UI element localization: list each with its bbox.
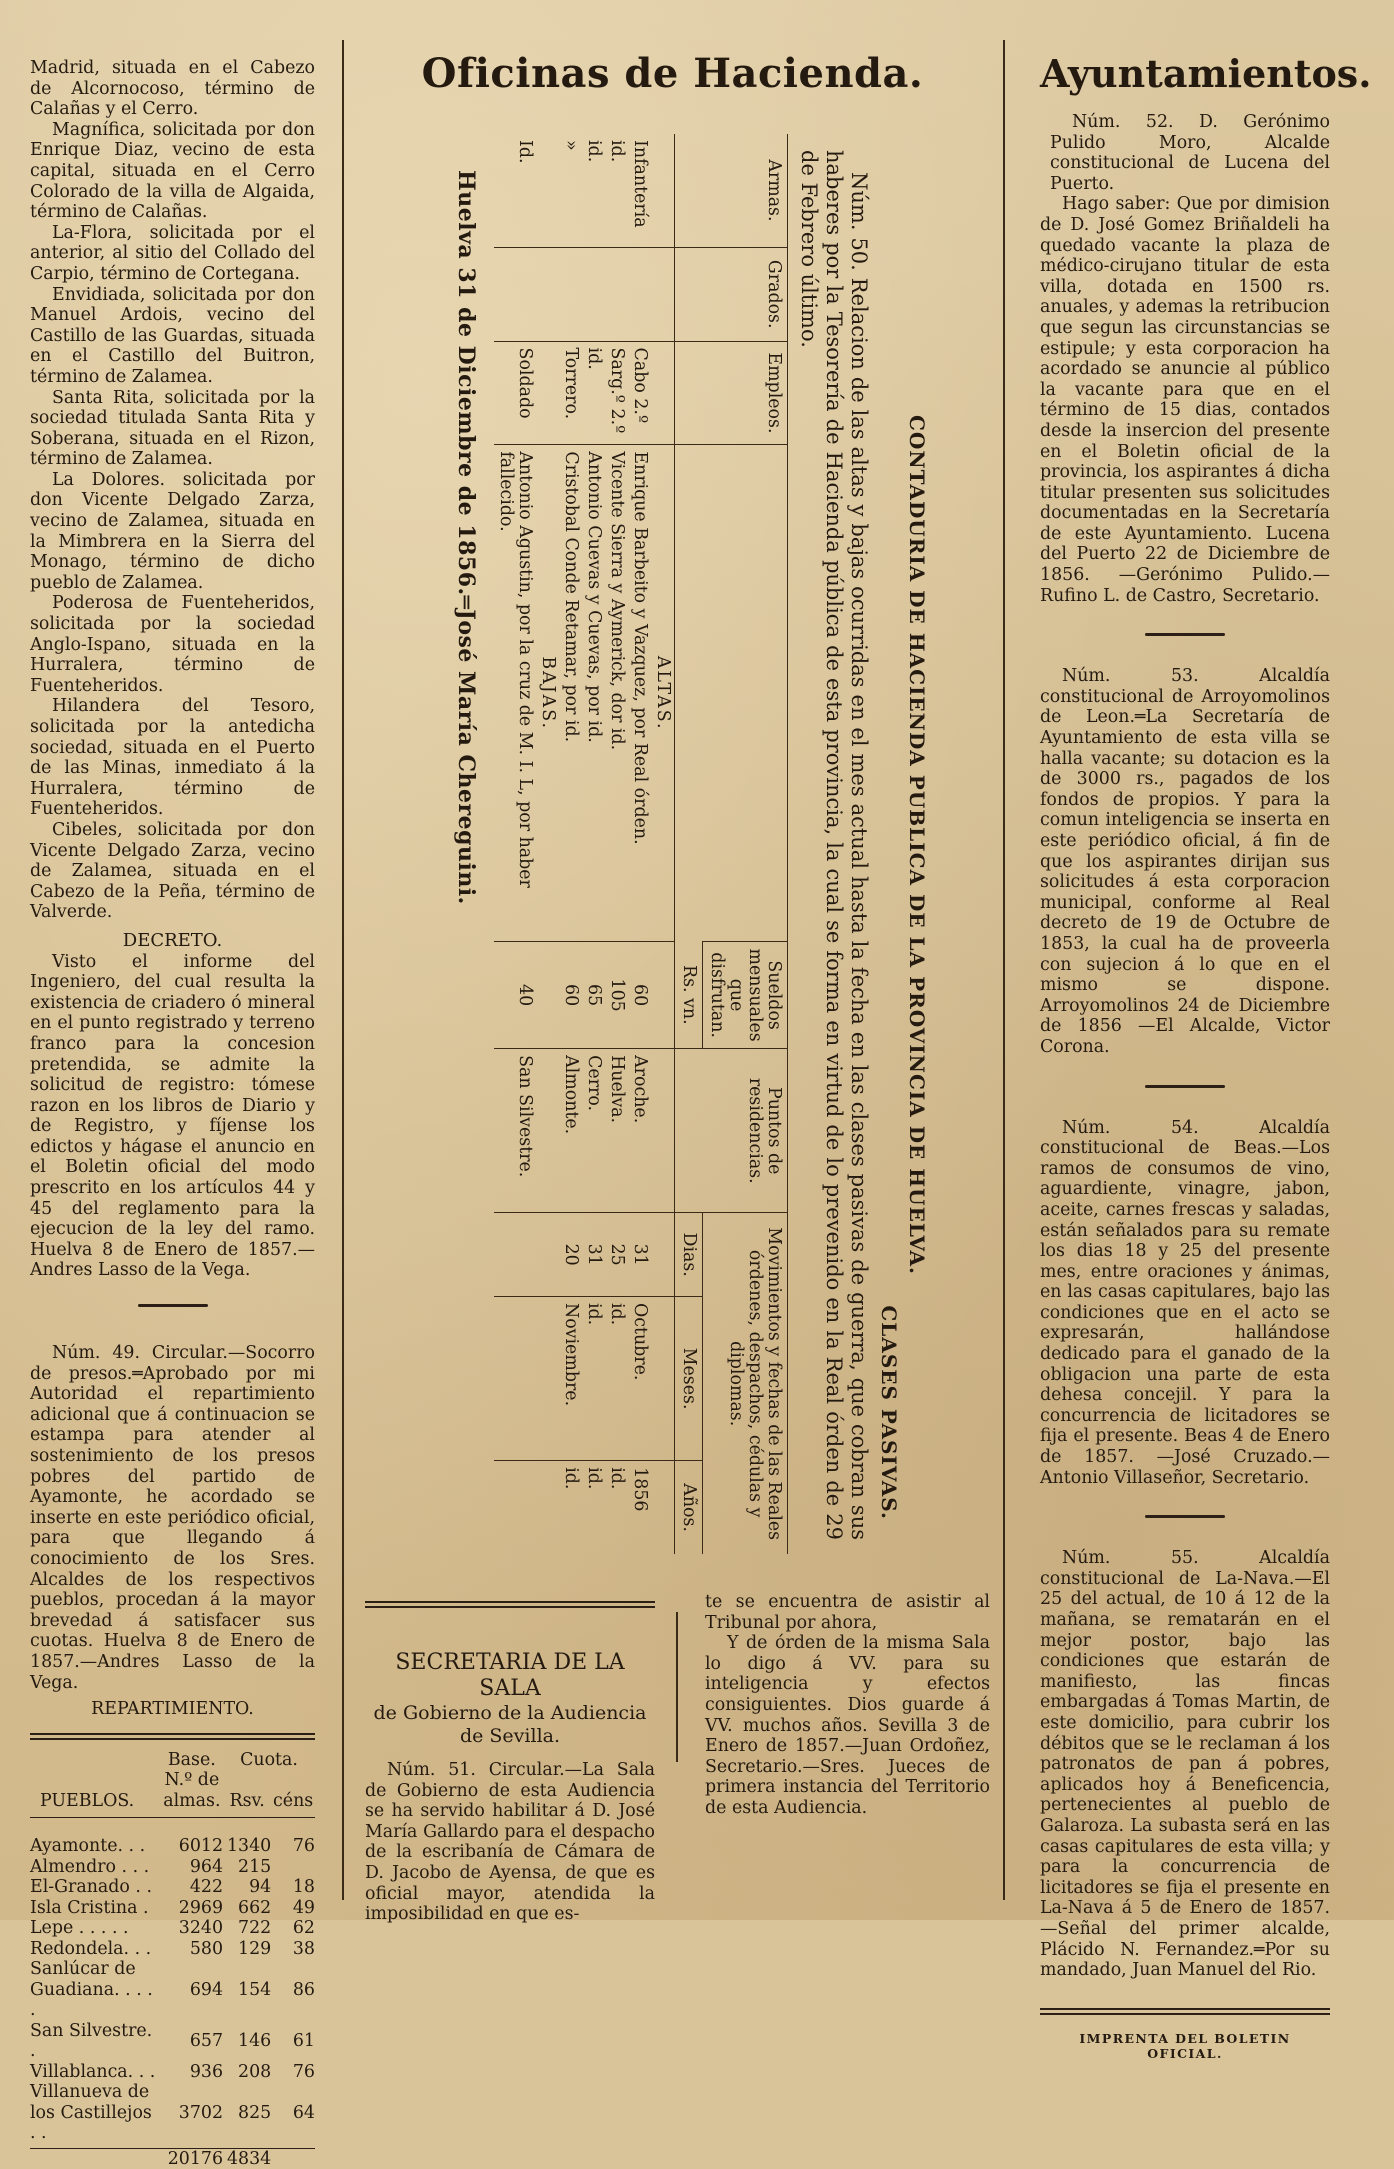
cell-punto: San Silvestre. bbox=[494, 1049, 536, 1213]
cell-ano: id. bbox=[582, 1461, 605, 1554]
secretaria-block bbox=[365, 1650, 655, 1925]
decreto-text: Visto el informe del Ingeniero, del cual resulta la existencia de criadero ó mineral en el punto registrado y terreno franco para la concesion pretendida, se admite la solicitud de registro: tómese razon en los libros de Diario y de Registro, y fíjense los edictos y hágase el anuncio en el Boletin oficial del modo prescrito en los artículos 44 y 45 del reglamento para la ejecucion de la ley del ramo. Huelva 8 de Enero de 1857.—Andres Lasso de la Vega. bbox=[30, 951, 315, 1281]
mine-entry: Cibeles, solicitada por don Vicente Delgado Zarza, vecino de Zalamea, situada en el Cabezo de la Peña, término de Valverde. bbox=[30, 819, 315, 923]
mine-entry: Madrid, situada en el Cabezo de Alcornocoso, término de Calañas y el Cerro. bbox=[30, 58, 315, 120]
middle-column bbox=[360, 50, 985, 98]
mine-entry: Santa Rita, solicitada por la sociedad titulada Santa Rita y Soberana, situada en el Rizon, término de Zalamea. bbox=[30, 387, 315, 470]
right-column bbox=[1040, 50, 1372, 2061]
th-armas: Armas. bbox=[675, 134, 788, 247]
cell-rs: 825 bbox=[238, 2102, 272, 2123]
cell-dia: 31 bbox=[628, 1213, 651, 1297]
table-row bbox=[30, 1857, 315, 1878]
cell-cs: 76 bbox=[292, 2061, 315, 2082]
secretaria-continued bbox=[705, 1592, 990, 1819]
th-puntos: Puntos de residencias. bbox=[675, 1049, 788, 1213]
cell-mes: Noviembre. bbox=[559, 1296, 582, 1460]
th-sueldos: Sueldos mensuales que disfrutan. bbox=[703, 942, 788, 1049]
cell-empleo: Cabo 2.º bbox=[628, 341, 651, 445]
cell-cs: 62 bbox=[292, 1918, 315, 1939]
bajas-label: BAJAS. bbox=[536, 445, 559, 942]
cell-mes bbox=[494, 1296, 536, 1460]
cell-rs: 146 bbox=[238, 2030, 272, 2051]
cell-sueldo: 65 bbox=[582, 942, 605, 1049]
cell-pueblo: Redondela. . . bbox=[30, 1938, 152, 1959]
cell-almas: 657 bbox=[189, 2030, 224, 2051]
cell-grado bbox=[605, 247, 628, 341]
cell-rs: 129 bbox=[238, 1938, 272, 1959]
contaduria-heading: CONTADURIA DE HACIENDA PUBLICA DE LA PROVINCIA DE HUELVA. bbox=[905, 415, 929, 1275]
notice-55: Núm. 55. Alcaldía constitucional de La-Nava.—El 25 del actual, de 10 á 12 de la mañana, se rematarán en el mejor postor, bajo las condiciones que estarán de manifiesto, las fincas embargadas á Tomas Martin, de este domicilio, para cubrir los débitos que se le reclaman á los patronatos de pan á pobres, aplicados hoy á Beneficencia, pertenecientes al pueblo de Galaroza. La subasta será en las casas capitulares de esta villa; y para la concurrencia de licitadores se fija el presente en La-Nava á 5 de Enero de 1857.—Señal del primer alcalde, Plácido N. Fernandez.═Por su mandado, Juan Manuel del Rio. bbox=[1040, 1548, 1330, 1981]
cell-pueblo: Sanlúcar de Guadiana. . . . . bbox=[30, 1959, 153, 2021]
total-rs: 4834 bbox=[226, 2148, 272, 2169]
col-almas-2: almas. bbox=[163, 1790, 221, 1811]
cell-sueldo: 60 bbox=[559, 942, 582, 1049]
ornament-divider bbox=[1145, 1510, 1225, 1524]
cell-nombre: Vicente Sierra y Aymerick, dor id. bbox=[605, 445, 628, 942]
middle-title: Oficinas de Hacienda. bbox=[421, 50, 924, 97]
cell-grado bbox=[559, 247, 582, 341]
right-title: Ayuntamientos. bbox=[1040, 51, 1372, 96]
cell-dia: 25 bbox=[605, 1213, 628, 1297]
cell-empleo: id. bbox=[582, 341, 605, 445]
col-rsv: Rsv. bbox=[229, 1790, 265, 1811]
cell-almas: 3240 bbox=[178, 1918, 224, 1939]
cell-empleo: Torrero. bbox=[559, 341, 582, 445]
decreto-title: DECRETO. bbox=[122, 929, 223, 951]
cell-punto: Cerro. bbox=[582, 1049, 605, 1213]
cell-cs: 86 bbox=[292, 1979, 315, 2000]
cell-punto: Huelva. bbox=[605, 1049, 628, 1213]
notice-51-cont: te se encuentra de asistir al Tribunal por ahora, bbox=[705, 1592, 990, 1633]
table-row bbox=[30, 1959, 315, 2021]
table-row bbox=[628, 134, 651, 1554]
cell-punto: Aroche. bbox=[628, 1049, 651, 1213]
total-almas: 20176 bbox=[167, 2148, 224, 2169]
cell-grado bbox=[582, 247, 605, 341]
cell-ano bbox=[494, 1461, 536, 1554]
cell-ano: id. bbox=[559, 1461, 582, 1554]
cell-almas: 6012 bbox=[178, 1836, 224, 1857]
repartimiento-title: REPARTIMIENTO. bbox=[91, 1699, 254, 1720]
cell-pueblo: Ayamonte. . . bbox=[30, 1836, 146, 1857]
imprenta-line: IMPRENTA DEL BOLETIN OFICIAL. bbox=[1079, 2030, 1291, 2061]
cell-pueblo: Almendro . . . bbox=[30, 1856, 150, 1877]
cell-sueldo: 105 bbox=[605, 942, 628, 1049]
cell-pueblo: El-Granado . . bbox=[30, 1877, 152, 1898]
cell-punto: Almonte. bbox=[559, 1049, 582, 1213]
cell-dia bbox=[494, 1213, 536, 1297]
notice-54: Núm. 54. Alcaldía constitucional de Beas.—Los ramos de consumos de vino, aguardiente, vinagre, jabon, aceite, carnes frescas y saladas, están señalados para su remate los dias 18 y 25 del presente mes, entre oraciones y ánimas, en las casas capitulares, bajo las condiciones que en el acto se expresarán, hallándose dedicado para el ganado de la obligacion una parte de esta dehesa concejil. Y para la concurrencia de licitadores se fija el presente. Beas 4 de Enero de 1857. —José Cruzado.—Antonio Villaseñor, Secretario. bbox=[1040, 1117, 1330, 1488]
th-grados: Grados. bbox=[675, 247, 788, 341]
cell-rs: 208 bbox=[238, 2061, 272, 2082]
table-row bbox=[582, 134, 605, 1554]
cell-ano: id. bbox=[605, 1461, 628, 1554]
table-row bbox=[30, 2082, 315, 2144]
th-meses: Meses. bbox=[675, 1296, 703, 1460]
cell-grado bbox=[494, 247, 536, 341]
cell-pueblo: San Silvestre. . bbox=[30, 2020, 153, 2062]
cell-grado bbox=[628, 247, 651, 341]
column-rule-right bbox=[1003, 40, 1005, 1900]
cell-almas: 2969 bbox=[178, 1897, 224, 1918]
cell-dia: 20 bbox=[559, 1213, 582, 1297]
cell-empleo: Sarg.º 2.º bbox=[605, 341, 628, 445]
cell-almas: 964 bbox=[189, 1856, 224, 1877]
mine-entry: La Dolores. solicitada por don Vicente Delgado Zarza, vecino de Zalamea, situada en la Mimbrera en la Sierra del Monago, término de dicho pueblo de Zalamea. bbox=[30, 469, 315, 593]
table-row bbox=[30, 1918, 315, 1939]
table-row bbox=[494, 134, 536, 1554]
cell-almas: 694 bbox=[189, 1979, 224, 2000]
cell-arma: Infantería bbox=[630, 140, 650, 228]
secretaria-title: SECRETARIA DE LA SALA bbox=[395, 1650, 625, 1701]
col-base: Base. bbox=[167, 1749, 216, 1770]
mine-entry: La-Flora, solicitada por el anterior, al sitio del Collado del Carpio, término de Cortegana. bbox=[30, 222, 315, 284]
table-row bbox=[30, 2062, 315, 2083]
th-rsvn: Rs. vn. bbox=[675, 942, 703, 1049]
cell-nombre: Antonio Agustin, por la cruz de M. I. L, por haber fallecido. bbox=[494, 445, 536, 942]
notice-53: Núm. 53. Alcaldía constitucional de Arroyomolinos de Leon.═La Secretaría de Ayuntamiento de esta villa se halla vacante; su dotacion es la de 3000 rs., pagados de los fondos de propios. Y para la comun inteligencia se inserta en este periódico oficial, á fin de que los aspirantes dirijan sus solicitudes á esta corporacion municipal, conforme al Real decreto de 19 de Octubre de 1853, la cual ha de proveerla con sujecion á lo que en el mismo se dispone. Arroyomolinos 24 de Diciembre de 1856 —El Alcalde, Victor Corona. bbox=[1040, 666, 1330, 1057]
cell-cs: 49 bbox=[292, 1897, 315, 1918]
ornament-divider bbox=[138, 1299, 208, 1313]
cell-cs: 76 bbox=[292, 1836, 315, 1857]
cell-cs: 61 bbox=[292, 2030, 315, 2051]
notice-52: Hago saber: Que por dimision de D. José Gomez Briñaldeli ha quedado vacante la plaza de médico-cirujano titular de esta villa, dotada en 1500 rs. anuales, y ademas la retribucion que segun las circunstancias se estipule; y esta corporacion ha acordado se anuncie al público la vacante para que en el término de 15 dias, contados desde la insercion del presente en el Boletin oficial de la provincia, los aspirantes á dicha titular presenten sus solicitudes documentadas en la Secretaría de este Ayuntamiento. Lucena del Puerto 22 de Diciembre de 1856. —Gerónimo Pulido.—Rufino L. de Castro, Secretario. bbox=[1040, 194, 1330, 606]
secretaria-divider bbox=[676, 1612, 678, 1762]
column-rule-left bbox=[342, 40, 344, 1900]
cell-almas: 422 bbox=[189, 1877, 224, 1898]
ornament-divider bbox=[1145, 1080, 1225, 1094]
col-cuota: Cuota. bbox=[240, 1749, 298, 1770]
rotated-table-area bbox=[355, 130, 935, 1560]
cell-cs: 64 bbox=[292, 2102, 315, 2123]
mine-entry: Magnífica, solicitada por don Enrique Diaz, vecino de esta capital, situada en el Cerro Colorado de la villa de Algaida, término de Calañas. bbox=[30, 119, 315, 223]
table-rule bbox=[30, 1732, 315, 1742]
col-cens: céns bbox=[273, 1790, 314, 1811]
table-row bbox=[559, 134, 582, 1554]
repartimiento-table bbox=[30, 1750, 315, 2169]
table-row bbox=[605, 134, 628, 1554]
ornament-divider bbox=[1145, 628, 1225, 642]
cell-sueldo: 60 bbox=[628, 942, 651, 1049]
clases-pasivas-heading: CLASES PASIVAS. bbox=[877, 1305, 901, 1520]
cell-arma: Id. bbox=[515, 140, 535, 164]
mine-entry: Hilandera del Tesoro, solicitada por la antedicha sociedad, situada en el Puerto de las Minas, inmediato á la Hurralera, término de Fuenteheridos. bbox=[30, 696, 315, 820]
cell-pueblo: Villanueva de los Castillejos . . bbox=[30, 2082, 152, 2144]
col-pueblos: PUEBLOS. bbox=[40, 1790, 135, 1811]
th-nombres bbox=[675, 445, 788, 942]
cell-pueblo: Isla Cristina . bbox=[30, 1897, 149, 1918]
secretaria-subtitle: de Gobierno de la Audiencia de Sevilla. bbox=[373, 1702, 647, 1747]
cell-empleo: Soldado bbox=[494, 341, 536, 445]
left-column bbox=[30, 58, 315, 2169]
cell-rs: 154 bbox=[238, 1979, 272, 2000]
notice-50: Núm. 50. Relacion de las altas y bajas ocurridas en el mes actual hasta la fecha en las clases pasivas de guerra, que cobran sus haberes por la Tesorería de Hacienda pública de esta provincia, la cual se forma en virtud de lo prevenido en la Real órden de 29 de Febrero último. bbox=[797, 150, 871, 1540]
cell-arma: » bbox=[561, 140, 581, 151]
col-almas-1: N.º de bbox=[164, 1770, 220, 1791]
cell-arma: id. bbox=[607, 140, 627, 163]
cell-pueblo: Villablanca. . . bbox=[30, 2061, 156, 2082]
cell-mes: id. bbox=[582, 1296, 605, 1460]
th-dias: Dias. bbox=[675, 1213, 703, 1297]
cell-almas: 580 bbox=[189, 1938, 224, 1959]
cell-mes: Octubre. bbox=[628, 1296, 651, 1460]
notice-52-heading: Núm. 52. D. Gerónimo Pulido Moro, Alcalde constitucional de Lucena del Puerto. bbox=[1050, 112, 1330, 194]
signature-line: Huelva 31 de Diciembre de 1856.═José María Chereguini. bbox=[453, 170, 479, 905]
cell-cs bbox=[271, 1857, 315, 1878]
cell-pueblo: Lepe . . . . . bbox=[30, 1918, 129, 1939]
imprenta-rule bbox=[1040, 2007, 1330, 2017]
cell-rs: 94 bbox=[249, 1877, 272, 1898]
mine-list bbox=[30, 58, 315, 923]
table-row bbox=[30, 1939, 315, 1960]
pasivas-table bbox=[494, 134, 788, 1554]
mine-entry: Envidiada, solicitada por don Manuel Ardois, vecino del Castillo de las Guardas, situada en el Castillo del Buitron, término de Zalamea. bbox=[30, 284, 315, 387]
cell-ano: 1856 bbox=[628, 1461, 651, 1554]
th-empleos: Empleos. bbox=[675, 341, 788, 445]
notice-51: Núm. 51. Circular.—La Sala de Gobierno de esta Audiencia se ha servido habilitar á D. José María Gallardo para el despacho de la escribanía de Cámara de D. Jacobo de Ayensa, de que es oficial mayor, atendida la imposibilidad en que es- bbox=[365, 1760, 655, 1925]
table-row bbox=[30, 2021, 315, 2062]
cell-rs: 662 bbox=[238, 1897, 272, 1918]
cell-rs: 722 bbox=[238, 1918, 272, 1939]
cell-cs: 38 bbox=[292, 1938, 315, 1959]
cell-rs: 215 bbox=[238, 1856, 272, 1877]
cell-dia: 31 bbox=[582, 1213, 605, 1297]
mine-entry: Poderosa de Fuenteheridos, solicitada por la sociedad Anglo-Ispano, situada en la Hurralera, término de Fuenteheridos. bbox=[30, 593, 315, 696]
rotated-content bbox=[355, 130, 935, 1560]
cell-arma: id. bbox=[584, 140, 604, 163]
cell-almas: 3702 bbox=[178, 2102, 224, 2123]
cell-nombre: Cristobal Conde Retamar, por id. bbox=[559, 445, 582, 942]
table-row bbox=[30, 1877, 315, 1898]
cell-nombre: Enrique Barbeito y Vazquez, por Real órden. bbox=[628, 445, 651, 942]
notice-51-end: Y de órden de la misma Sala lo digo á VV. para su inteligencia y efectos consiguientes. Dios guarde á VV. muchos años. Sevilla 3 de Enero de 1857.—Juan Ordoñez, Secretario.—Sres. Jueces de primera instancia del Territorio de esta Audiencia. bbox=[705, 1633, 990, 1818]
th-movimientos: Movimientos y fechas de las Reales órdenes, despachos, cédulas y diplomas. bbox=[703, 1213, 788, 1554]
cell-rs: 1340 bbox=[226, 1836, 272, 1857]
cell-nombre: Antonio Cuevas y Cuevas, por id. bbox=[582, 445, 605, 942]
cell-almas: 936 bbox=[189, 2061, 224, 2082]
table-row bbox=[30, 1836, 315, 1857]
altas-label: ALTAS. bbox=[651, 445, 675, 942]
table-row bbox=[30, 1898, 315, 1919]
cell-cs: 18 bbox=[292, 1877, 315, 1898]
cell-mes: id. bbox=[605, 1296, 628, 1460]
middle-bottom-rule bbox=[365, 1600, 655, 1610]
notice-49: Núm. 49. Circular.—Socorro de presos.═Aprobado por mi Autoridad el repartimiento adicional que á continuacion se estampa para atender al sostenimiento de los presos pobres del partido de Ayamonte, he acordado se inserte en este periódico oficial, para que llegando á conocimiento de los Sres. Alcaldes de los respectivos pueblos, procedan á la mayor brevedad á satisfacer sus cuotas. Huelva 8 de Enero de 1857.—Andres Lasso de la Vega. bbox=[30, 1343, 315, 1693]
cell-sueldo: 40 bbox=[494, 942, 536, 1049]
th-anos: Años. bbox=[675, 1461, 703, 1554]
